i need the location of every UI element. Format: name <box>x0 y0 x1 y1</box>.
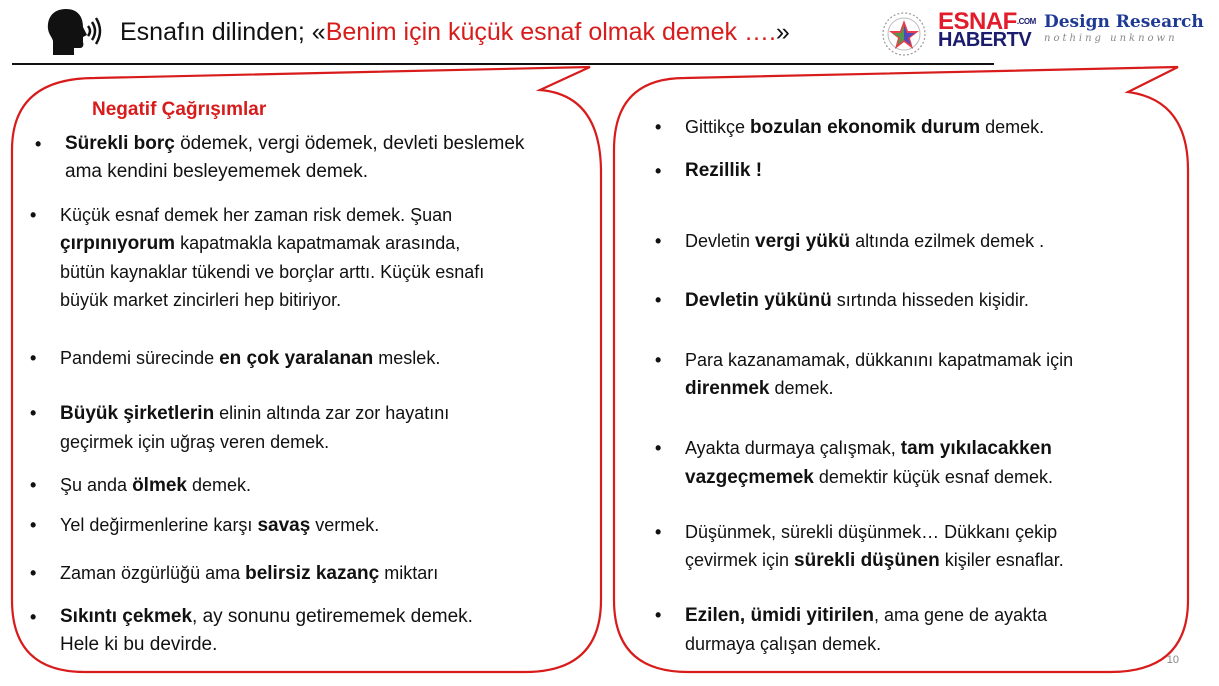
design-research-logo: Design Research nothing unknown <box>1044 12 1204 44</box>
list-item: • Yel değirmenlerine karşı savaş vermek. <box>60 511 379 540</box>
list-item: • Gittikçe bozulan ekonomik durum demek. <box>685 113 1044 142</box>
page-title: Esnafın dilinden; «Benim için küçük esnaf olmak demek ….» <box>120 18 790 46</box>
list-item: • Devletin yükünü sırtında hisseden kişidir. <box>685 286 1029 315</box>
list-item: • Şu anda ölmek demek. <box>60 471 251 500</box>
list-item: • Pandemi sürecinde en çok yaralanan meslek. <box>60 344 440 373</box>
list-item: • Sıkıntı çekmek, ay sonunu getirememek demek. Hele ki bu devirde. <box>60 603 473 659</box>
list-item: • Devletin vergi yükü altında ezilmek demek . <box>685 227 1044 256</box>
list-item: • Zaman özgürlüğü ama belirsiz kazanç miktarı <box>60 559 438 588</box>
list-item: • Küçük esnaf demek her zaman risk demek. Şuan çırpınıyorum kapatmakla kapatmamak arasında, bütün kaynaklar tükendi ve borçlar arttı. Küçük esnafı büyük market zincirleri hep bitiriyor. <box>60 201 484 314</box>
esnaf-habertv-logo: $ESNAF^{.COM}$ HABERTV <box>938 8 1036 51</box>
list-item: • Büyük şirketlerin elinin altında zar zor hayatını geçirmek için uğraş veren demek. <box>60 399 449 456</box>
list-item: • Düşünmek, sürekli düşünmek… Dükkanı çekip çevirmek için sürekli düşünen kişiler esnaflar. <box>685 518 1064 575</box>
left-subtitle: Negatif Çağrışımlar <box>92 99 267 120</box>
list-item: • Ayakta durmaya çalışmak, tam yıkılacakken vazgeçmemek demektir küçük esnaf demek. <box>685 434 1053 492</box>
list-item: • Para kazanamamak, dükkanını kapatmamak için direnmek demek. <box>685 346 1073 403</box>
list-item: • Rezillik ! <box>685 157 762 185</box>
list-item: • Sürekli borç ödemek, vergi ödemek, devleti beslemek ama kendini besleyememek demek. <box>65 130 524 186</box>
slide-number: 10 <box>1166 654 1179 666</box>
list-item: • Ezilen, ümidi yitirilen, ama gene de ayakta durmaya çalışan demek. <box>685 601 1047 659</box>
